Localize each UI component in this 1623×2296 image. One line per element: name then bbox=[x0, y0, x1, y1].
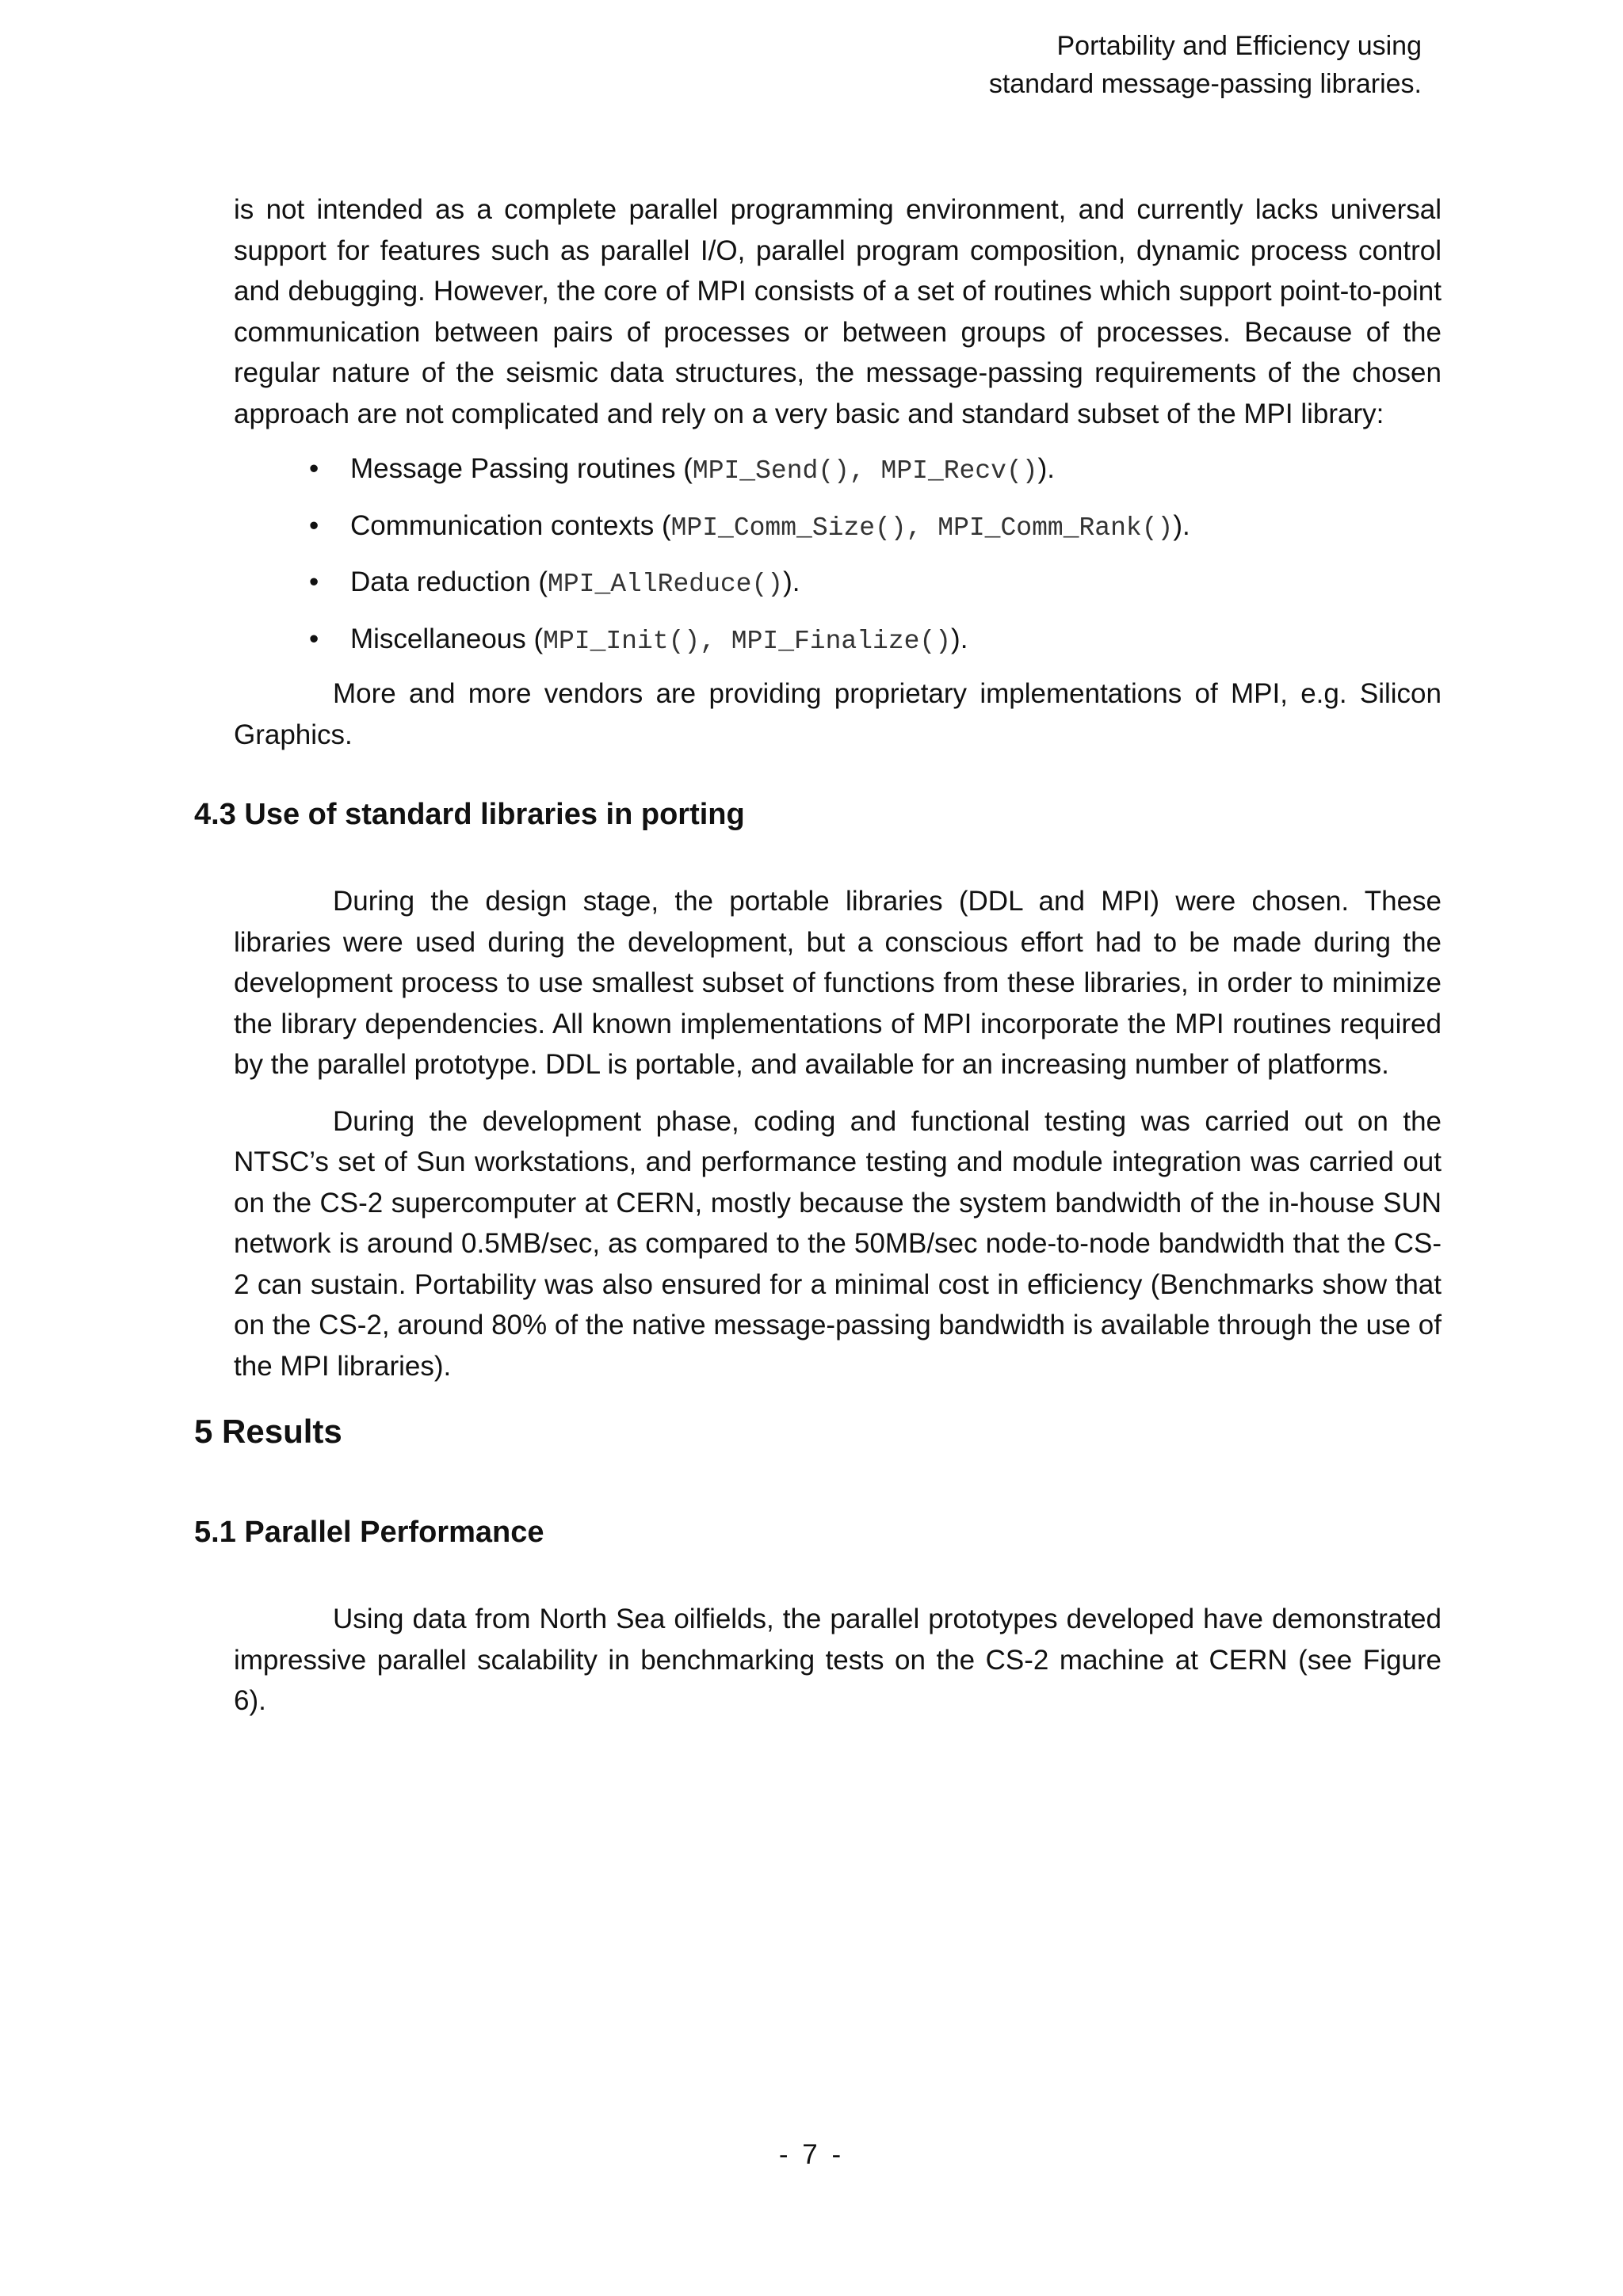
section-heading-4-3: 4.3 Use of standard libraries in porting bbox=[194, 798, 745, 831]
section-heading-5: 5 Results bbox=[194, 1413, 342, 1450]
vendors-paragraph: More and more vendors are providing proprietary implementations of MPI, e.g. Silicon Graphics. bbox=[234, 678, 1442, 750]
bullet-label: Message Passing routines ( bbox=[350, 453, 693, 484]
bullet-end: ). bbox=[783, 566, 800, 597]
running-header-line-2: standard message-passing libraries. bbox=[988, 69, 1422, 99]
page-number: - 7 - bbox=[778, 2139, 845, 2170]
vendors-text-block bbox=[234, 673, 1442, 755]
section-5-1-text-block bbox=[234, 1599, 1442, 1722]
bullet-label: Communication contexts ( bbox=[350, 509, 671, 541]
running-header-line-1: Portability and Efficiency using bbox=[1056, 31, 1422, 61]
bullet-label: Miscellaneous ( bbox=[350, 623, 544, 654]
bullet-code: MPI_Comm_Size(), MPI_Comm_Rank() bbox=[670, 513, 1174, 543]
bullet-icon: • bbox=[309, 623, 319, 654]
list-item bbox=[309, 505, 1442, 563]
intro-text-block bbox=[234, 189, 1442, 434]
section-heading-5-1: 5.1 Parallel Performance bbox=[194, 1516, 544, 1549]
list-item bbox=[309, 619, 1442, 676]
section-4-3-paragraph-2: During the development phase, coding and functional testing was carried out on the NTSC’s set of Sun workstations, and performance testing and module integration was carried out on the CS-2 supercomputer at CERN, mostly because the system bandwidth of the in-house SUN network is around 0.5MB/sec, as compared to the 50MB/sec node-to-node bandwidth that the CS-2 can sustain. Portability was also ensured for a minimal cost in efficiency (Benchmarks show that on the CS-2, around 80% of the native message-passing bandwidth is available through the use of the MPI libraries). bbox=[234, 1105, 1442, 1382]
bullet-icon: • bbox=[309, 566, 319, 597]
bullet-end: ). bbox=[1173, 509, 1190, 541]
list-item bbox=[309, 562, 1442, 619]
mpi-routines-list bbox=[309, 448, 1442, 675]
bullet-code: MPI_Init(), MPI_Finalize() bbox=[543, 626, 952, 656]
section-4-3-paragraph-1: During the design stage, the portable libraries (DDL and MPI) were chosen. These libraries were used during the development, but a conscious effort had to be made during the development process to use smallest subset of functions from these libraries, in order to minimize the library dependencies. All known implementations of MPI incorporate the MPI routines required by the parallel prototype. DDL is portable, and available for an increasing number of platforms. bbox=[234, 886, 1442, 1080]
bullet-label: Data reduction ( bbox=[350, 566, 548, 597]
bullet-code: MPI_AllReduce() bbox=[548, 570, 784, 599]
bullet-end: ). bbox=[951, 623, 968, 654]
running-header bbox=[989, 27, 1422, 103]
section-4-3-text-block bbox=[234, 881, 1442, 1386]
bullet-code: MPI_Send(), MPI_Recv() bbox=[692, 456, 1038, 486]
intro-paragraph: is not intended as a complete parallel programming environment, and currently lacks universal support for features such as parallel I/O, parallel program composition, dynamic process control and debugging. However, the core of MPI consists of a set of routines which support point-to-point communication between pairs of processes or between groups of processes. Because of the regular nature of the seismic data structures, the message-passing requirements of the chosen approach are not complicated and rely on a very basic and standard subset of the MPI library: bbox=[234, 194, 1442, 429]
bullet-end: ). bbox=[1037, 453, 1055, 484]
list-item bbox=[309, 448, 1442, 505]
section-5-1-paragraph-1: Using data from North Sea oilfields, the parallel prototypes developed have demonstrated impressive parallel scalability in benchmarking tests on the CS-2 machine at CERN (see Figure 6). bbox=[234, 1604, 1442, 1716]
bullet-icon: • bbox=[309, 509, 319, 541]
bullet-icon: • bbox=[309, 453, 319, 484]
